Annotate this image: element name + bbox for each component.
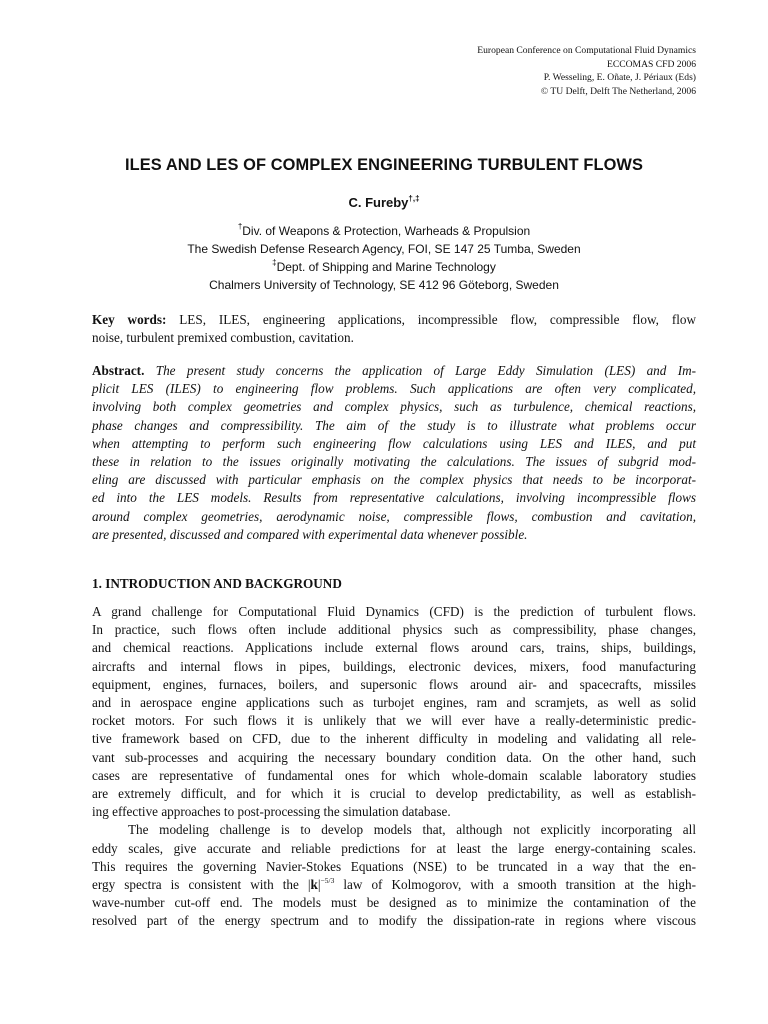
- wavenumber-k: k: [310, 877, 318, 893]
- paragraph-1-line: equipment, engines, furnaces, boilers, and supersonic flows around air- and spacecrafts, missiles: [92, 676, 696, 692]
- keywords-label: Key words:: [92, 312, 167, 327]
- keywords-line-1: Key words: LES, ILES, engineering applications, incompressible flow, compressible flow, flow: [92, 312, 696, 327]
- copyright: © TU Delft, Delft The Netherland, 2006: [540, 85, 696, 97]
- keywords-line-2: noise, turbulent premixed combustion, cavitation.: [92, 330, 354, 345]
- abstract-line: these in relation to the issues originally motivating the calculations. The issues of subgrid mod-: [92, 454, 696, 470]
- conference-name: European Conference on Computational Fluid Dynamics: [477, 45, 696, 56]
- abstract-line: involving both complex geometries and complex physics, such as turbulence, chemical reactions,: [92, 399, 696, 415]
- abstract-line-1: Abstract. The present study concerns the application of Large Eddy Simulation (LES) and Im-: [92, 363, 696, 378]
- paragraph-2-line: resolved part of the energy spectrum and to modify the dissipation-rate in regions where viscous: [92, 913, 696, 929]
- paragraph-1-line: cases are representative of fundamental ones for which whole-domain scalable laboratory studies: [92, 767, 696, 783]
- paragraph-2-line: eddy scales, give accurate and reliable predictions for at least the large energy-containing scales.: [92, 840, 696, 856]
- affiliation-1-mark: †: [237, 222, 243, 231]
- paragraph-1-line: aircrafts and internal flows in pipes, buildings, electronic devices, mixers, food manufacturing: [92, 658, 696, 674]
- author-marks: †,‡: [408, 194, 420, 203]
- paragraph-2-line: ergy spectra is consistent with the $|k|^{-5/3}$ law of Kolmogorov, with a smooth transition at the high-: [92, 876, 696, 893]
- paragraph-1-line: ing effective approaches to post-processing the simulation database.: [92, 804, 451, 820]
- section-heading: 1. INTRODUCTION AND BACKGROUND: [92, 576, 342, 591]
- abstract-line: around complex geometries, aerodynamic noise, compressible flows, combustion and cavitation,: [92, 508, 696, 524]
- affiliation-1-line1: †Div. of Weapons & Protection, Warheads & Propulsion: [237, 222, 531, 238]
- abstract-line: are presented, discussed and compared with experimental data whenever possible.: [92, 526, 528, 542]
- paragraph-2-line: This requires the governing Navier-Stokes Equations (NSE) to be truncated in a way that the en-: [92, 858, 696, 874]
- affiliation-2-line1: ‡Dept. of Shipping and Marine Technology: [272, 258, 496, 274]
- paragraph-1-line: and in aerospace engine applications such as turbojet engines, ram and scramjets, as well as solid: [92, 695, 696, 711]
- editors: P. Wesseling, E. Oñate, J. Périaux (Eds): [543, 72, 696, 84]
- abstract-line: when attempting to perform such engineering flow calculations using LES and ILES, and put: [92, 435, 696, 451]
- paragraph-1-line: A grand challenge for Computational Fluid Dynamics (CFD) is the prediction of turbulent flows.: [92, 604, 696, 619]
- event-name: ECCOMAS CFD 2006: [606, 58, 696, 70]
- abstract-line: ed into the LES models. Results from representative calculations, involving incompressible flows: [92, 490, 696, 506]
- author: [92, 195, 676, 210]
- paragraph-2-line: wave-number cut-off end. The models must be designed as to minimize the contamination of the: [92, 895, 696, 911]
- paragraph-1-line: In practice, such flows often include additional physics such as compressibility, phase changes,: [92, 622, 696, 638]
- paragraph-1-line: tive framework based on CFD, due to the inherent difficulty in modeling and validating all rele-: [92, 731, 696, 747]
- affiliations: [92, 222, 676, 294]
- paragraph-1-line: rocket motors. For such flows it is unlikely that we will ever have a really-deterministic predic-: [92, 713, 696, 729]
- section-body: [92, 603, 696, 931]
- affiliation-2-line2: Chalmers University of Technology, SE 412 96 Göteborg, Sweden: [209, 278, 559, 292]
- conference-header: [477, 44, 696, 98]
- abstract: [92, 362, 696, 544]
- keywords: [92, 311, 696, 347]
- abstract-line: plicit LES (ILES) to engineering flow problems. Such applications are often very complicated,: [92, 381, 696, 397]
- paragraph-1-line: are extremely difficult, and for which it is crucial to develop predictability, as well as establish-: [92, 786, 696, 802]
- abstract-line: eling are discussed with particular emphasis on the complex physics that needs to be incorporat-: [92, 472, 696, 488]
- affiliation-2-mark: ‡: [272, 258, 277, 267]
- paragraph-1-line: vant sub-processes and acquiring the necessary boundary condition data. On the other hand, such: [92, 749, 696, 765]
- abstract-line: phase changes and compressibility. The aim of the study is to illustrate what problems occur: [92, 417, 696, 433]
- abstract-label: Abstract.: [92, 363, 145, 378]
- affiliation-1-line2: The Swedish Defense Research Agency, FOI, SE 147 25 Tumba, Sweden: [187, 242, 581, 256]
- paper-title: ILES AND LES OF COMPLEX ENGINEERING TURBULENT FLOWS: [124, 156, 644, 174]
- paragraph-1-line: and chemical reactions. Applications include external flows around cars, trains, ships, buildings,: [92, 640, 696, 656]
- author-name: C. Fureby: [348, 195, 409, 210]
- paragraph-2-line: The modeling challenge is to develop models that, although not explicitly incorporating all: [128, 822, 696, 838]
- kolmogorov-exponent: −5/3: [320, 876, 335, 886]
